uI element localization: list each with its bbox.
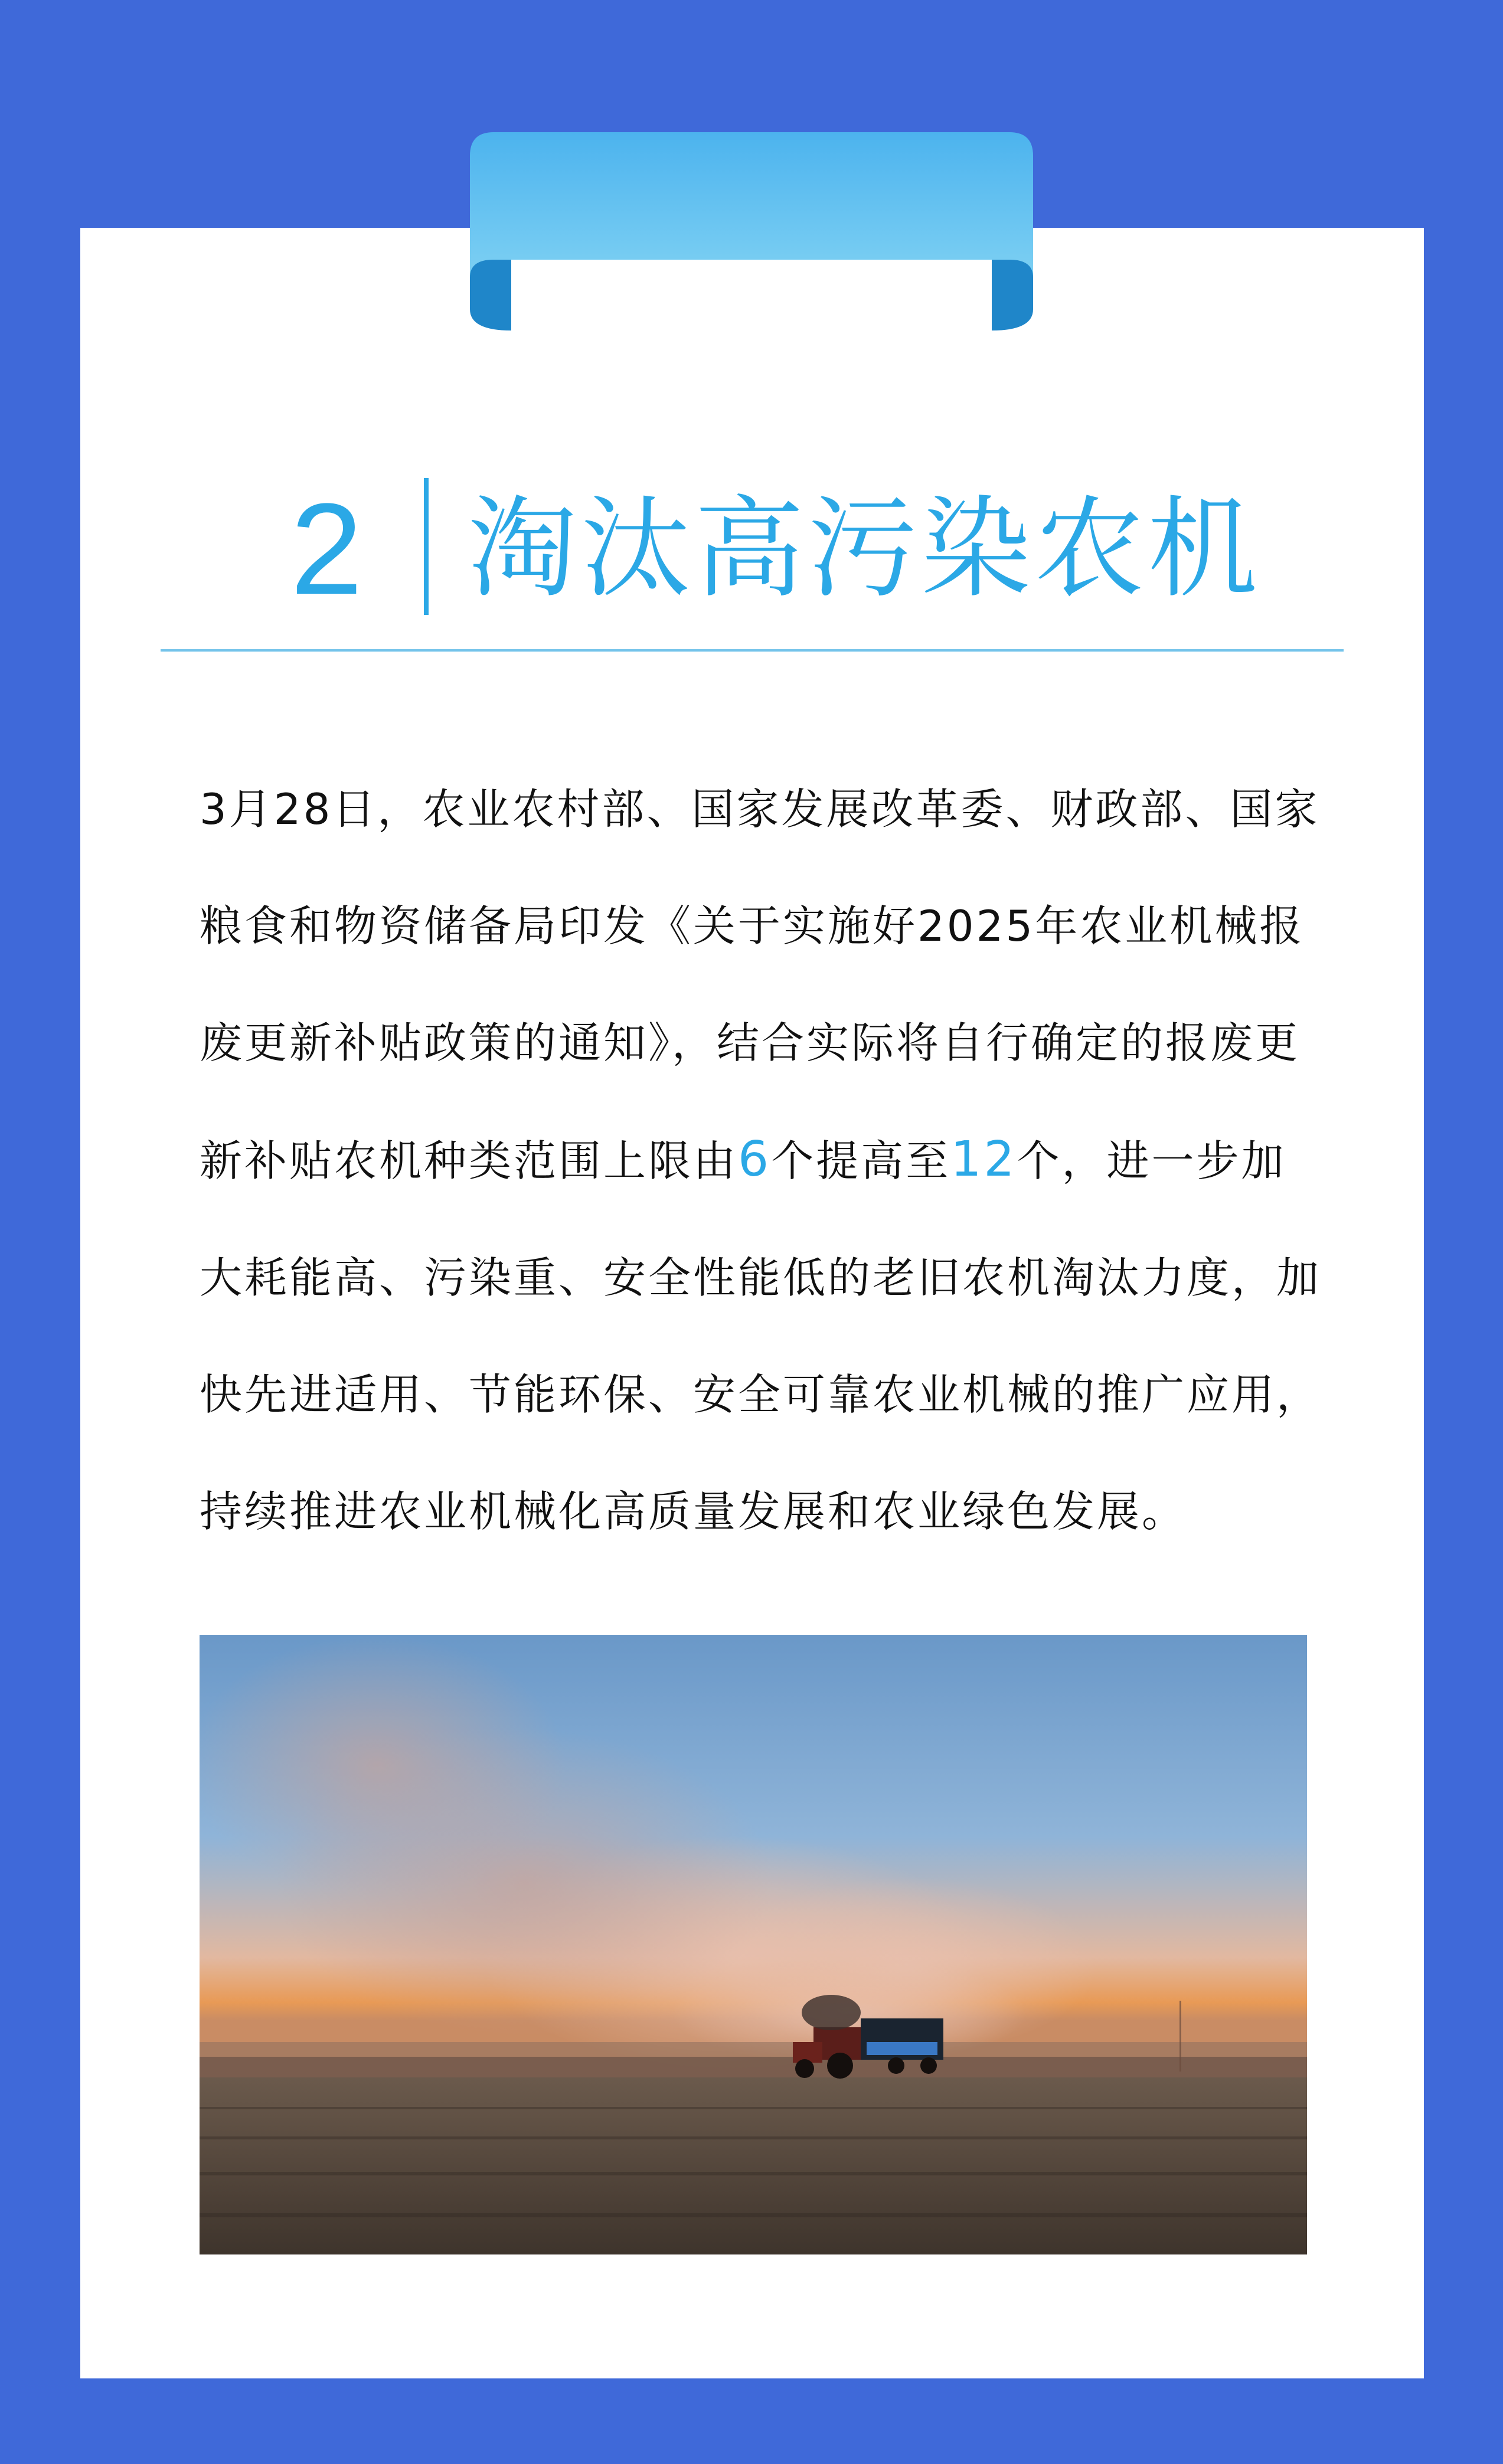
section-title: 淘汰高污染农机 [468, 485, 1262, 613]
paragraph-text-1: 3月28日，农业农村部、国家发展改革委、财政部、国家粮食和物资储备局印发《关于实施好2025年农业机械报废更新补贴政策的通知》，结合实际将自行确定的报废更新补贴农机种类范围上限由 [200, 784, 1320, 1186]
article-paragraph [200, 751, 1321, 1570]
highlight-number-from: 6 [738, 1131, 772, 1187]
highlight-number-to: 12 [950, 1131, 1017, 1187]
heading-divider-bar [424, 478, 429, 615]
section-heading [80, 460, 1424, 631]
section-number: 2 [290, 476, 363, 621]
heading-underline [161, 649, 1344, 652]
ribbon-decoration [470, 132, 1033, 331]
tractor-photo [200, 1635, 1307, 2254]
paragraph-text-3: 个，进一步加大耗能高、污染重、安全性能低的老旧农机淘汰力度，加快先进适用、节能环保、安全可靠农业机械的推广应用，持续推进农业机械化高质量发展和农业绿色发展。 [200, 1136, 1322, 1536]
paragraph-text-2: 个提高至 [771, 1136, 951, 1186]
